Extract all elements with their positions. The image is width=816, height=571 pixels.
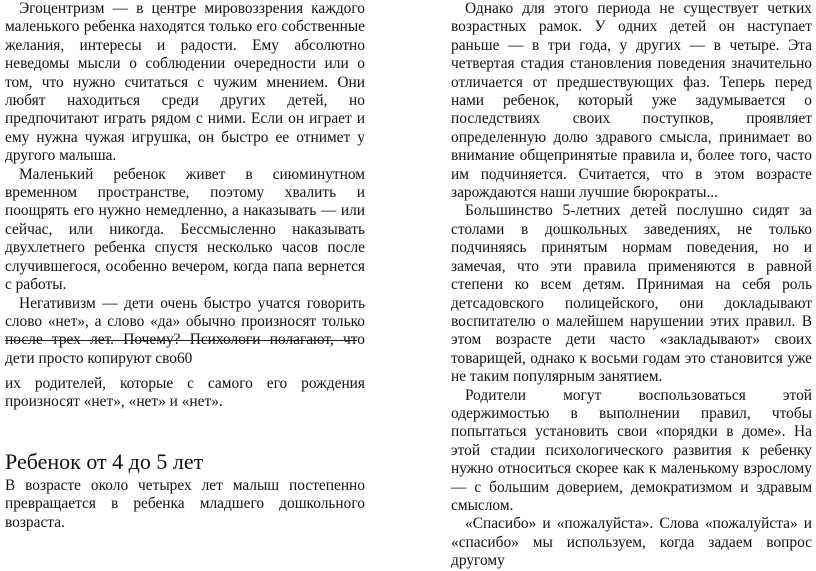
left-column <box>5 0 365 368</box>
paragraph-negativism: Негативизм — дети очень быстро учатся говорить слово «нет», а слово «да» обычно произносят только после трех лет. Почему? Психологи полагают, что дети просто копируют сво60 <box>5 294 365 367</box>
right-column <box>451 0 812 571</box>
paragraph-parents-rules: Родители могут воспользоваться этой одержимостью в выполнении правил, чтобы попытаться установить свои «порядки в доме». На этой стадии психологического развития к ребенку нужно относиться скорее как к маленькому взрослому — с большим доверием, демократизмом и здравым смыслом. <box>451 386 812 514</box>
paragraph-five-year-olds: Большинство 5-летних детей послушно сидят за столами в дошкольных заведениях, не только подчиняясь принятым нормам поведения, но и замечая, что эти правила применяются в равной степени ко всем детям. Принимая на себя роль детсадовского полицейского, они докладывают воспитателю о малейшем нарушении этих правил. В этом возрасте дети часто «закладывают» своих товарищей, однако к восьми годам это становится уже не таким популярным занятием. <box>451 202 812 386</box>
paragraph-age-boundaries: Однако для этого периода не существует четких возрастных рамок. У одних детей он наступает раньше — в три года, у других — в четыре. Эта четвертая стадия становления поведения значительно отличается от предшествующих фаз. Теперь перед нами ребенок, который уже задумывается о последствиях своих поступков, проявляет определенную долю здравого смысла, принимает во внимание общепринятые правила и, более того, часто им подчиняется. Считается, что в этом возрасте зарождаются наши лучшие бюрократы... <box>451 0 812 202</box>
paragraph-age-four: В возрасте около четырех лет малыш постепенно превращается в ребенка младшего дошкольного возраста. <box>5 477 365 531</box>
footnote-divider <box>5 340 357 341</box>
paragraph-egocentrism: Эгоцентризм — в центре мировоззрения каждого маленького ребенка находятся только его собственные желания, интересы и радости. Ему абсолютно неведомы мысли о соблюдении очередности или о том, что нужно считаться с чужим мнением. Они любят находиться среди других детей, но предпочитают играть рядом с ними. Если он играет и ему нужна чужая игрушка, он быстро ее отнимет у другого малыша. <box>5 0 365 165</box>
page-continuation-text: их родителей, которые с самого его рождения произносят «нет», «нет» и «нет». <box>5 375 365 411</box>
section-heading: Ребенок от 4 до 5 лет <box>5 449 204 474</box>
paragraph-thanks-please: «Спасибо» и «пожалуйста». Слова «пожалуйста» и «спасибо» мы используем, когда задаем вопрос другому <box>451 515 812 570</box>
paragraph-punishment-timing: Маленький ребенок живет в сиюминутном временном пространстве, поэтому хвалить и поощрять его нужно немедленно, а наказывать — или сейчас, или никогда. Бессмысленно наказывать двухлетнего ребенка спустя несколько часов после случившегося, особенно вечером, когда папа вернется с работы. <box>5 165 365 294</box>
